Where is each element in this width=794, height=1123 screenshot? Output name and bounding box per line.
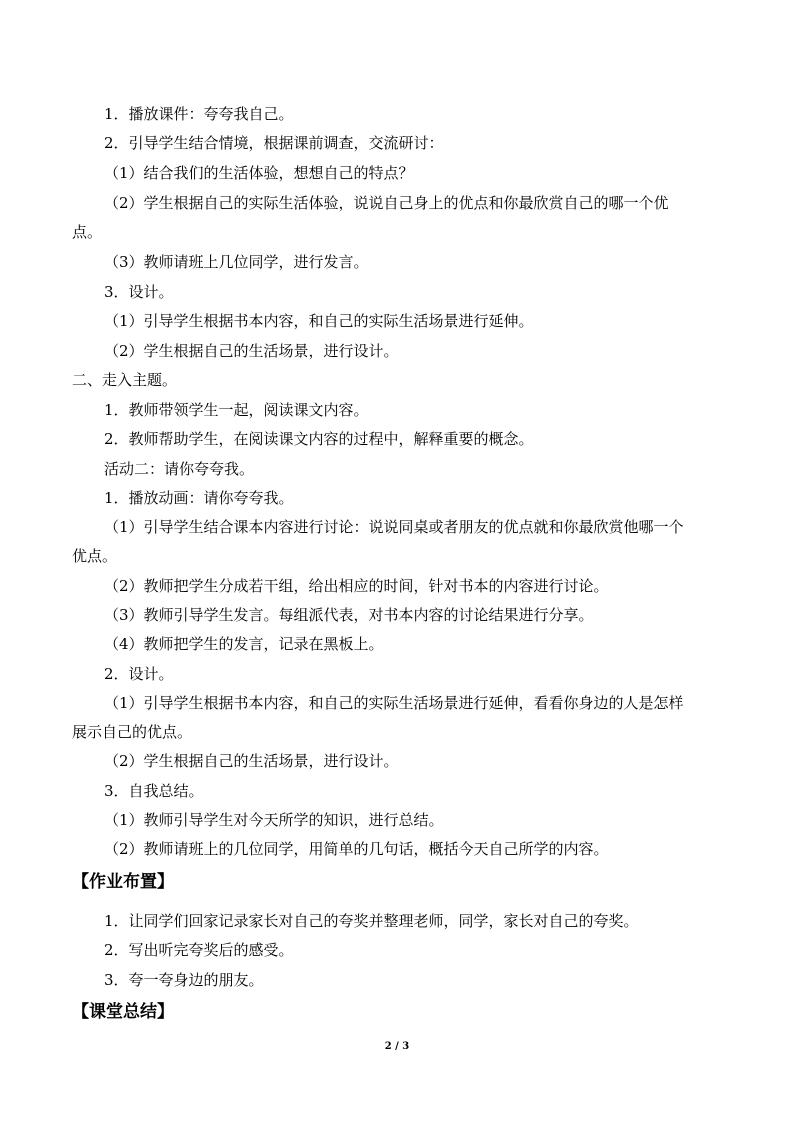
- page-number: 2 / 3: [384, 1041, 410, 1052]
- body-line: （1）教师引导学生对今天所学的知识，进行总结。: [104, 811, 444, 829]
- body-line: （2）学生根据自己的实际生活体验，说说自己身上的优点和你最欣赏自己的哪一个优: [104, 194, 669, 212]
- summary-heading: 【课堂总结】: [72, 1002, 174, 1022]
- body-line: 1．播放动画：请你夸夸我。: [104, 489, 294, 507]
- body-line: （1）结合我们的生活体验，想想自己的特点？: [104, 164, 414, 182]
- section-title: 二、走入主题。: [72, 371, 178, 389]
- homework-heading: 【作业布置】: [72, 872, 174, 892]
- body-line: 展示自己的优点。: [72, 723, 193, 741]
- homework-item: 3．夸一夸身边的朋友。: [104, 971, 264, 989]
- homework-item: 1．让同学们回家记录家长对自己的夸奖并整理老师，同学，家长对自己的夸奖。: [104, 912, 639, 930]
- body-line: （2）教师请班上的几位同学，用简单的几句话，概括今天自己所学的内容。: [104, 840, 609, 858]
- body-line: 3．设计。: [104, 283, 174, 301]
- body-line: 点。: [72, 223, 103, 241]
- body-line: 2．教师帮助学生，在阅读课文内容的过程中，解释重要的概念。: [104, 430, 534, 448]
- body-line: 1．教师带领学生一起，阅读课文内容。: [104, 401, 369, 419]
- body-line: 3．自我总结。: [104, 782, 204, 800]
- body-line: （2）学生根据自己的生活场景，进行设计。: [104, 342, 399, 360]
- body-line: （3）教师请班上几位同学，进行发言。: [104, 253, 369, 271]
- activity-title: 活动二：请你夸夸我。: [104, 460, 255, 478]
- body-line: （3）教师引导学生发言。每组派代表，对书本内容的讨论结果进行分享。: [104, 606, 594, 624]
- body-line: 优点。: [72, 547, 118, 565]
- body-line: 2．引导学生结合情境，根据课前调查，交流研讨：: [104, 134, 444, 152]
- body-line: 2．设计。: [104, 665, 174, 683]
- body-line: （2）教师把学生分成若干组，给出相应的时间，针对书本的内容进行讨论。: [104, 577, 609, 595]
- body-line: （1）引导学生结合课本内容进行讨论：说说同桌或者朋友的优点就和你最欣赏他哪一个: [104, 518, 684, 536]
- body-line: （1）引导学生根据书本内容，和自己的实际生活场景进行延伸。: [104, 312, 534, 330]
- body-line: （2）学生根据自己的生活场景，进行设计。: [104, 752, 399, 770]
- body-line: 1．播放课件：夸夸我自己。: [104, 105, 294, 123]
- homework-item: 2．写出听完夸奖后的感受。: [104, 941, 294, 959]
- body-line: （4）教师把学生的发言，记录在黑板上。: [104, 635, 384, 653]
- body-line: （1）引导学生根据书本内容，和自己的实际生活场景进行延伸，看看你身边的人是怎样: [104, 694, 684, 712]
